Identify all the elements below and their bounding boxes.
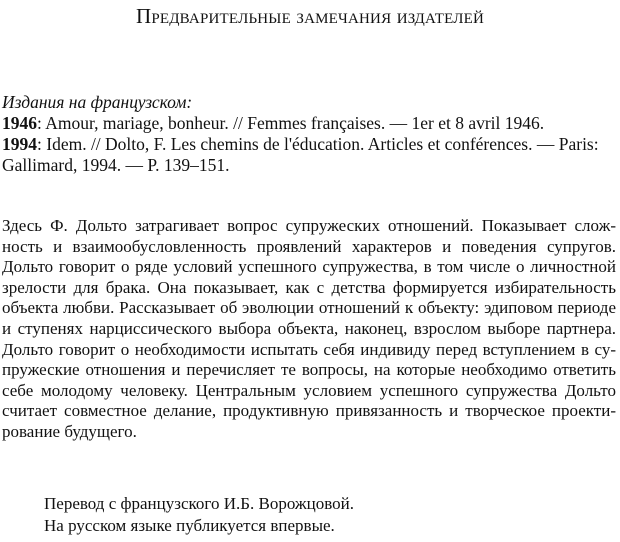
paragraph-line: ность и взаимообусловленность проявлений характеров и поведения супругов.	[2, 236, 616, 256]
paragraph-line: себе молодому человеку. Центральным условием успешного супружества Дольто	[2, 380, 616, 400]
credits-block	[44, 493, 354, 537]
edition-citation: : Idem. // Dolto, F. Les chemins de l'éducation. Articles et conférences. — Paris:	[37, 134, 599, 154]
edition-entry-1946	[2, 113, 618, 134]
edition-citation: : Amour, mariage, bonheur. // Femmes françaises. — 1er et 8 avril 1946.	[37, 113, 545, 133]
paragraph-line: Дольто говорит о необходимости испытать себя индивиду перед вступлением в су-	[2, 339, 616, 359]
paragraph-line: Дольто говорит о ряде условий успешного супружества, в том числе о личностной	[2, 257, 616, 277]
edition-entry-1994	[2, 134, 618, 176]
paragraph-line: и ступенях нарциссического выбора объекта, наконец, взрослом выборе партнера.	[2, 318, 616, 338]
paragraph-line: объекта любви. Рассказывает об эволюции отношений к объекту: эдиповом периоде	[2, 298, 616, 318]
edition-citation-continued: Gallimard, 1994. — P. 139–151.	[2, 155, 230, 175]
edition-year: 1994	[2, 134, 37, 154]
paragraph-line: Здесь Ф. Дольто затрагивает вопрос супружеских отношений. Показывает слож-	[2, 216, 616, 235]
paragraph-line: зрелости для брака. Она показывает, как с детства формируется избирательность	[2, 277, 616, 297]
editions-section	[2, 92, 618, 176]
first-publication-note: На русском языке публикуется впервые.	[44, 516, 335, 535]
page-heading: Предварительные замечания издателей	[135, 4, 485, 28]
translator-credit: Перевод с французского И.Б. Ворожцовой.	[44, 494, 355, 513]
paragraph-line: пружеские отношения и перечисляет те вопросы, на которые необходимо ответить	[2, 360, 616, 380]
edition-year: 1946	[2, 113, 37, 133]
paragraph-line: считает совместное делание, продуктивную привязанность и творческое проекти-	[2, 401, 616, 421]
paragraph-line: рование будущего.	[2, 421, 137, 441]
summary-paragraph	[2, 216, 616, 443]
editions-label: Издания на французском:	[2, 92, 193, 112]
